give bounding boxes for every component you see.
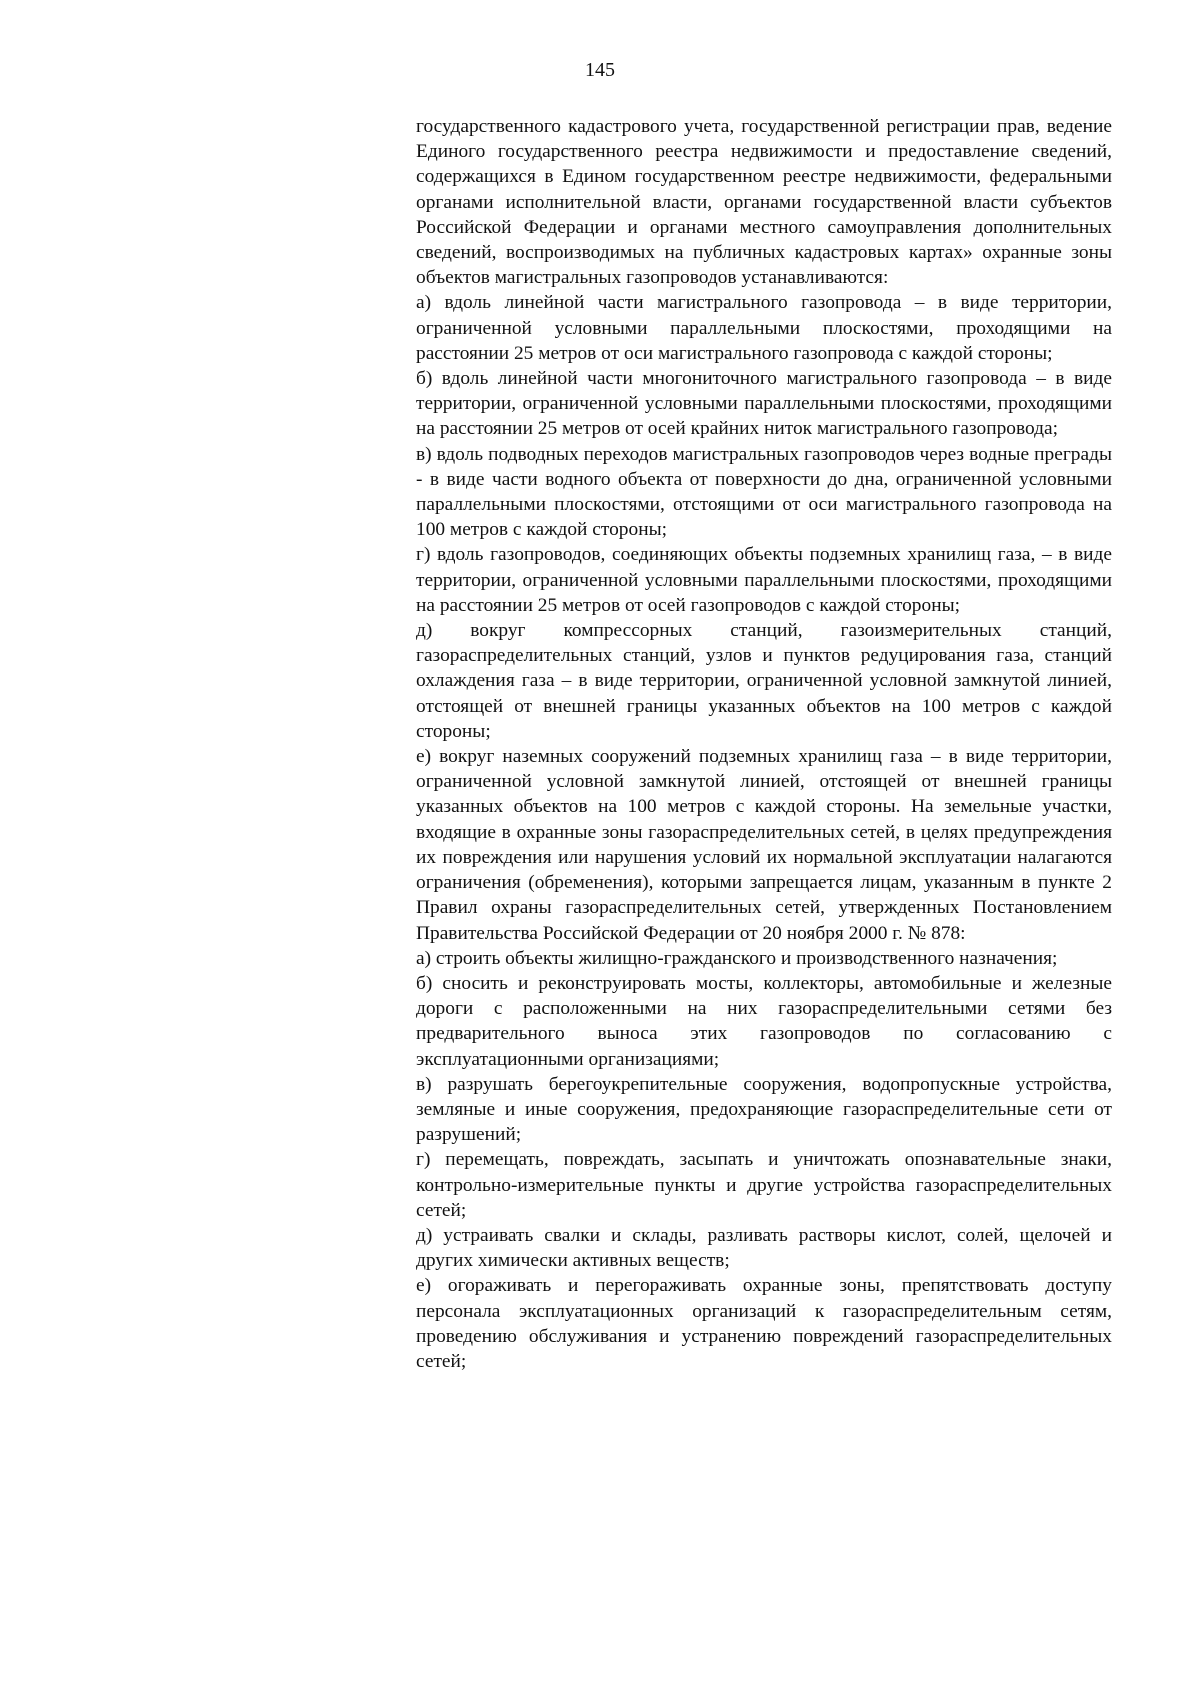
paragraph-item-d: д) вокруг компрессорных станций, газоизмерительных станций, газораспределительных станций, узлов и пунктов редуцирования газа, станций охлаждения газа – в виде территории, ограниченной условной замкнутой линией, отстоящей от внешней границы указанных объектов на 100 метров с каждой стороны; bbox=[416, 620, 1112, 742]
paragraph-restriction-a: а) строить объекты жилищно-гражданского и производственного назначения; bbox=[416, 947, 1058, 969]
paragraph-restriction-e: е) огораживать и перегораживать охранные зоны, препятствовать доступу персонала эксплуатационных организаций к газораспределительным сетям, проведению обслуживания и устранению повреждений газораспределительных сетей; bbox=[416, 1275, 1112, 1372]
paragraph-item-b: б) вдоль линейной части многониточного магистрального газопровода – в виде территории, ограниченной условными параллельными плоскостями, проходящими на расстоянии 25 метров от осей крайних ниток магистрального газопровода; bbox=[416, 368, 1112, 440]
paragraph-restriction-v: в) разрушать берегоукрепительные сооружения, водопропускные устройства, земляные и иные сооружения, предохраняющие газораспределительные сети от разрушений; bbox=[416, 1073, 1112, 1146]
document-body bbox=[416, 114, 1112, 1374]
page-number: 145 bbox=[585, 59, 615, 81]
paragraph-item-a: а) вдоль линейной части магистрального газопровода – в виде территории, ограниченной условными параллельными плоскостями, проходящими на расстоянии 25 метров от оси магистрального газопровода с каждой стороны; bbox=[416, 292, 1112, 364]
paragraph-restriction-d: д) устраивать свалки и склады, разливать растворы кислот, солей, щелочей и других химически активных веществ; bbox=[416, 1224, 1112, 1272]
paragraph-intro: государственного кадастрового учета, государственной регистрации прав, ведение Единого государственного реестра недвижимости и предоставление сведений, содержащихся в Едином государственном реестре недвижимости, федеральными органами исполнительной власти, органами государственной власти субъектов Российской Федерации и органами местного самоуправления дополнительных сведений, воспроизводимых на публичных кадастровых картах» охранные зоны объектов магистральных газопроводов устанавливаются: bbox=[416, 116, 1112, 289]
paragraph-item-e: е) вокруг наземных сооружений подземных хранилищ газа – в виде территории, ограниченной условной замкнутой линией, отстоящей от внешней границы указанных объектов на 100 метров с каждой стороны. На земельные участки, входящие в охранные зоны газораспределительных сетей, в целях предупреждения их повреждения или нарушения условий их нормальной эксплуатации налагаются ограничения (обременения), которыми запрещается лицам, указанным в пункте 2 Правил охраны газораспределительных сетей, утвержденных Постановлением Правительства Российской Федерации от 20 ноября 2000 г. № 878: bbox=[416, 746, 1112, 944]
paragraph-restriction-g: г) перемещать, повреждать, засыпать и уничтожать опознавательные знаки, контрольно-измерительные пункты и другие устройства газораспределительных сетей; bbox=[416, 1149, 1112, 1221]
paragraph-restriction-b: б) сносить и реконструировать мосты, коллекторы, автомобильные и железные дороги с расположенными на них газораспределительными сетями без предварительного выноса этих газопроводов по согласованию с эксплуатационными организациями; bbox=[416, 972, 1112, 1070]
paragraph-item-g: г) вдоль газопроводов, соединяющих объекты подземных хранилищ газа, – в виде территории, ограниченной условными параллельными плоскостями, проходящими на расстоянии 25 метров от осей газопроводов с каждой стороны; bbox=[416, 544, 1112, 616]
paragraph-item-v: в) вдоль подводных переходов магистральных газопроводов через водные преграды - в виде части водного объекта от поверхности до дна, ограниченной условными параллельными плоскостями, отстоящими от оси магистрального газопровода на 100 метров с каждой стороны; bbox=[416, 443, 1112, 541]
